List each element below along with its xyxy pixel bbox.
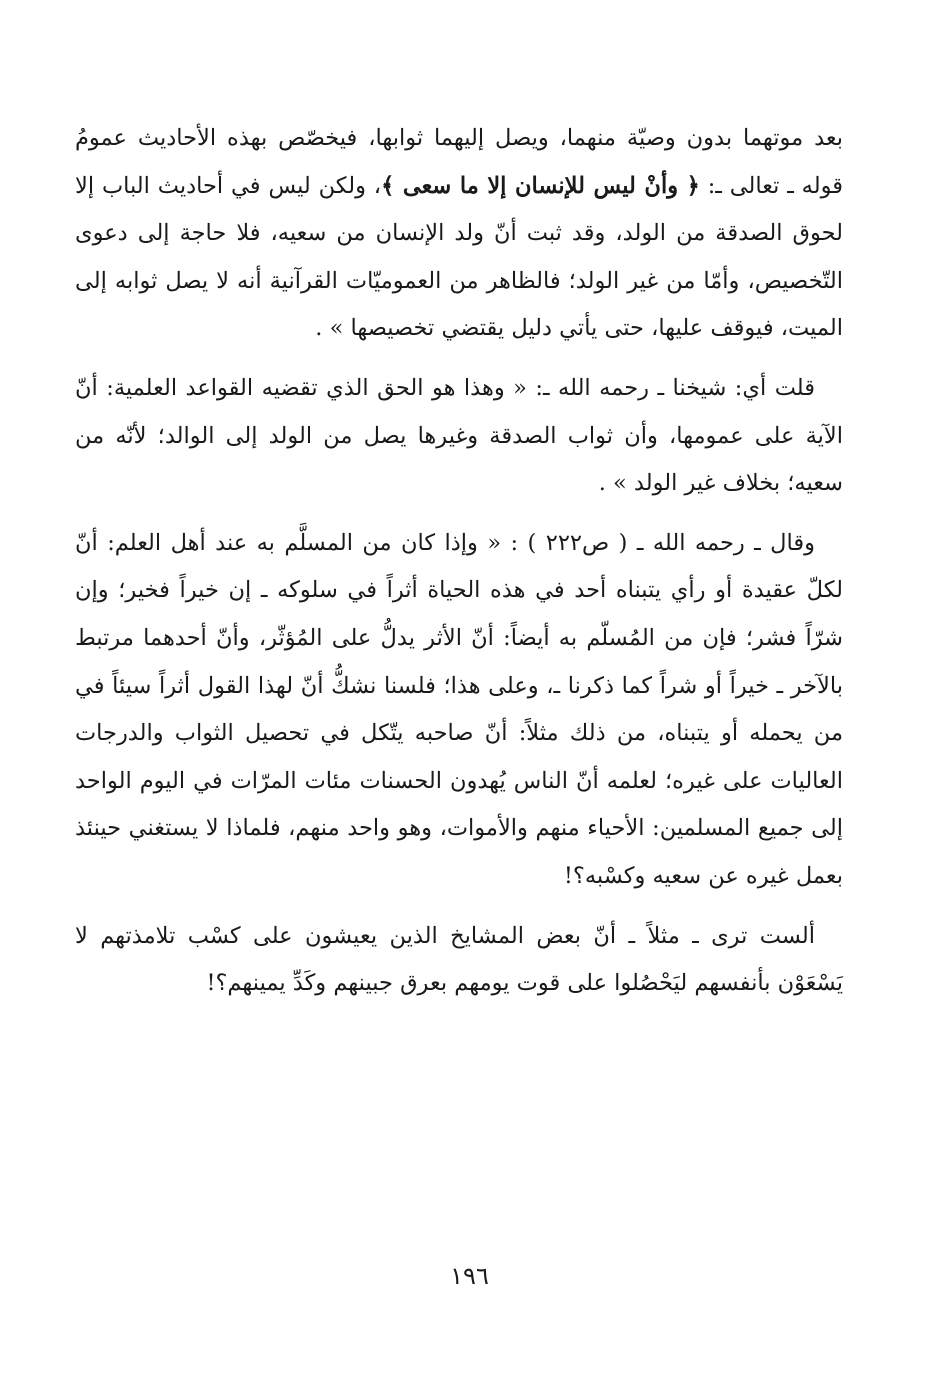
paragraph-1 bbox=[75, 115, 843, 353]
paragraph-4: ألست ترى ـ مثلاً ـ أنّ بعض المشايخ الذين يعيشون على كسْب تلامذتهم لا يَسْعَوْن بأنفسهم ليَحْصُلوا على قوت يومهم بعرق جبينهم وكَدِّ يمينهم؟! bbox=[75, 922, 843, 997]
page-number: ١٩٦ bbox=[450, 1262, 489, 1290]
page-body bbox=[75, 115, 843, 1008]
paragraph-1-text-after-verse: ، ولكن ليس في أحاديث الباب إلا لحوق الصدقة من الولد، وقد ثبت أنّ ولد الإنسان من سعيه، فلا حاجة إلى دعوى التّخصيص، وأمّا من غير الولد؛ فالظاهر من العموميّات القرآنية أنه لا يصل ثوابه إلى الميت، فيوقف عليها، حتى يأتي دليل يقتضي تخصيصها » . bbox=[75, 172, 843, 342]
paragraph-2: قلت أي: شيخنا ـ رحمه الله ـ: « وهذا هو الحق الذي تقضيه القواعد العلمية: أنّ الآية على عمومها، وأن ثواب الصدقة وغيرها يصل من الولد إلى الوالد؛ لأنّه من سعيه؛ بخلاف غير الولد » . bbox=[75, 374, 843, 497]
quran-verse: ﴿ وأنْ ليس للإنسان إلا ما سعى ﴾ bbox=[381, 172, 700, 199]
paragraph-3: وقال ـ رحمه الله ـ ( ص٢٢٢ ) : « وإذا كان من المسلَّم به عند أهل العلم: أنّ لكلّ عقيدة أو رأي يتبناه أحد في هذه الحياة أثراً في سلوكه ـ إن خيراً فخير؛ وإن شرّاً فشر؛ فإن من المُسلّم به أيضاً: أنّ الأثر يدلُّ على المُؤثّر، وأنّ أحدهما مرتبط بالآخر ـ خيراً أو شراً كما ذكرنا ـ، وعلى هذا؛ فلسنا نشكُّ أنّ لهذا القول أثراً سيئاً في من يحمله أو يتبناه، من ذلك مثلاً: أنّ صاحبه يتّكل في تحصيل الثواب والدرجات العاليات على غيره؛ لعلمه أنّ الناس يُهدون الحسنات مئات المرّات في اليوم الواحد إلى جميع المسلمين: الأحياء منهم والأموات، وهو واحد منهم، فلماذا لا يستغني حينئذ بعمل غيره عن سعيه وكسْبه؟! bbox=[75, 529, 843, 889]
paragraph-1-text-before-verse: بعد موتهما بدون وصيّة منهما، ويصل إليهما ثوابها، فيخصّص بهذه الأحاديث عمومُ قوله ـ تعالى ـ: bbox=[75, 125, 843, 199]
